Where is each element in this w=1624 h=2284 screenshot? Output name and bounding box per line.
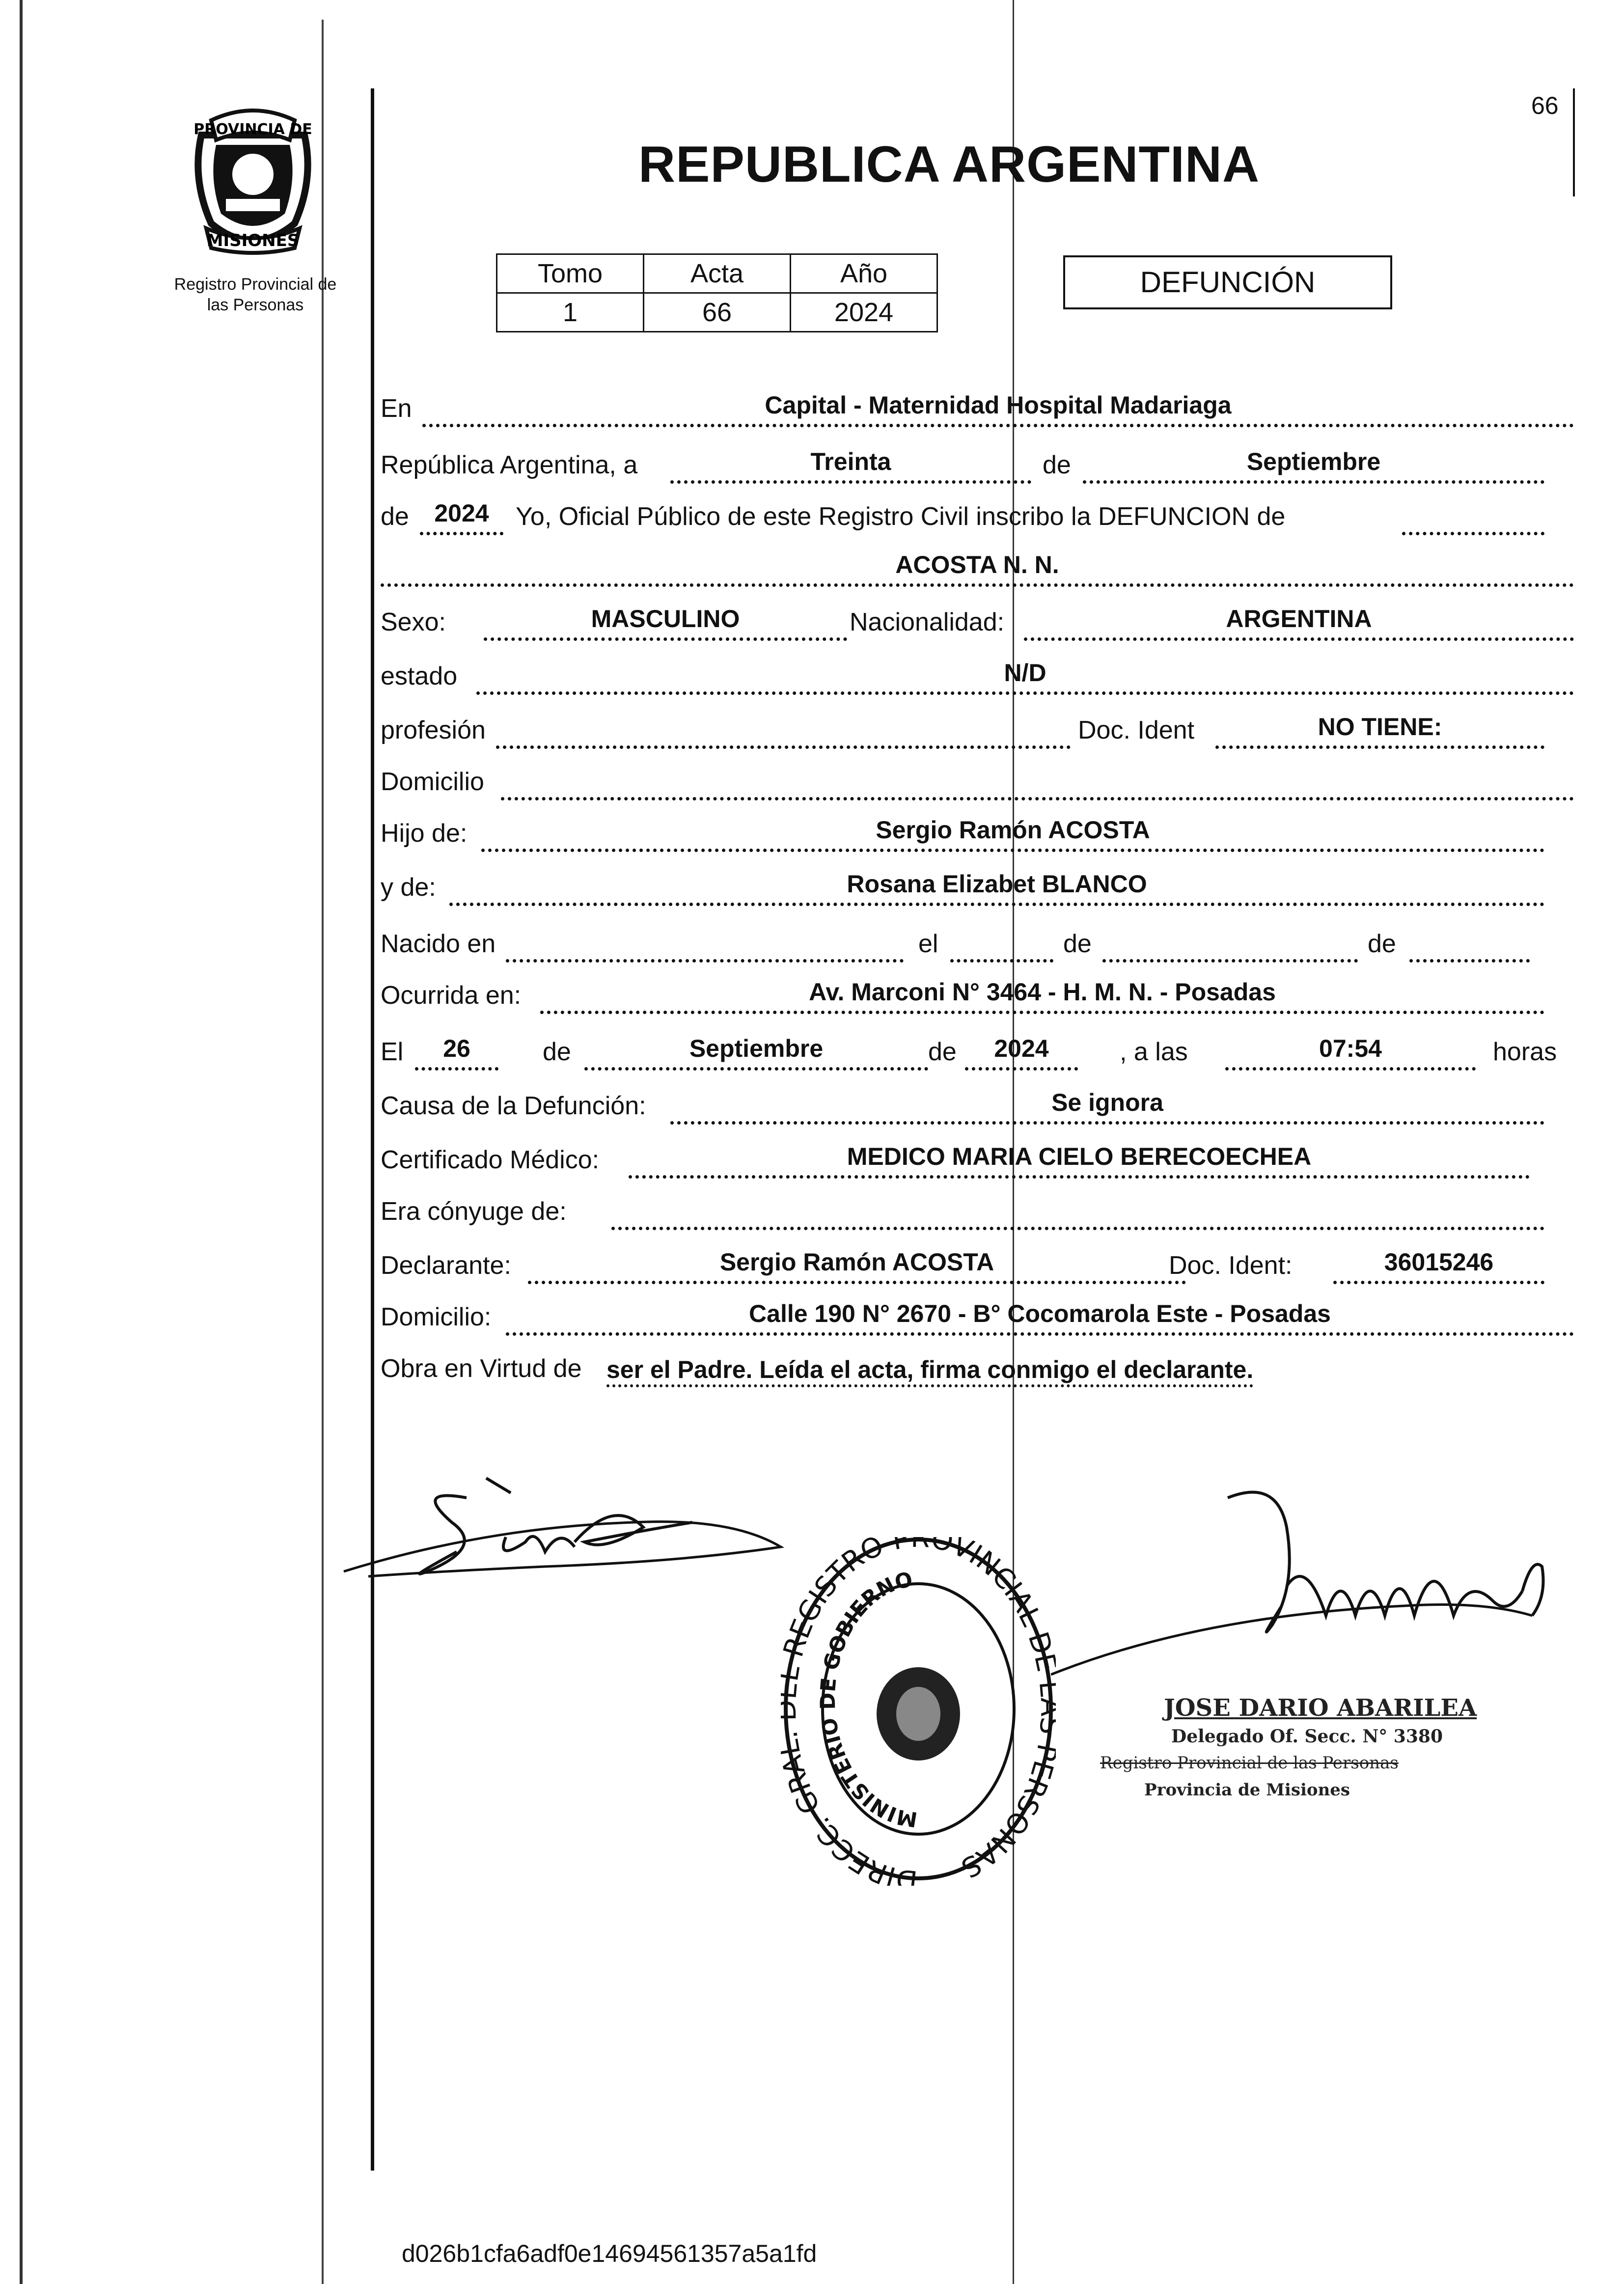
right-margin-line [1573,88,1575,196]
official-stamp [781,1537,1056,1886]
row-certificado [381,1129,1530,1179]
nacido-dia [950,925,1053,963]
a-las-label: , a las [1120,1038,1188,1066]
svg-text:MISIONES: MISIONES [206,231,300,250]
row-fecha [381,435,1544,484]
death-day: 26 [415,1033,498,1071]
province-crest [182,101,324,258]
page-number: 66 [1531,92,1559,119]
domicilio-value [501,763,1574,800]
el-label: El [381,1038,404,1066]
official-line3: Registro Provincial de las Personas [1100,1753,1399,1773]
madre-value: Rosana Elizabet BLANCO [449,868,1544,906]
de-label: de [1043,451,1071,479]
official-line4: Provincia de Misiones [1144,1780,1350,1800]
acta-header: Acta [644,254,791,293]
day-value: Treinta [670,446,1031,484]
causa-value: Se ignora [670,1087,1544,1125]
domicilio2-value: Calle 190 N° 2670 - B° Cocomarola Este - Posadas [506,1298,1574,1336]
nacido-el-label: el [918,930,938,958]
tomo-value: 1 [497,293,644,332]
svg-text:MINISTERIO DE GOBIERNO: MINISTERIO DE GOBIERNO [815,1567,919,1832]
yde-label: y de: [381,873,436,902]
binding-line [322,20,324,2284]
row-causa [381,1075,1544,1125]
registry-table [496,253,938,332]
conyuge-value [611,1192,1544,1230]
official-name: JOSE DARIO ABARILEA [1164,1694,1477,1722]
obra-value: ser el Padre. Leída el acta, firma conmigo el declarante. [606,1355,1253,1387]
padre-value: Sergio Ramón ACOSTA [481,814,1544,852]
estado-label: estado [381,662,458,690]
row-en [381,378,1574,427]
causa-label: Causa de la Defunción: [381,1092,646,1120]
row-fecha-deceso [381,1021,1574,1071]
sexo-value: MASCULINO [484,603,847,641]
row-hijo [381,803,1544,852]
left-margin-line [20,0,23,2284]
nacido-de1-label: de [1063,930,1092,958]
death-month: Septiembre [584,1033,928,1071]
doc-label: Doc. Ident [1078,716,1195,744]
republica-label: República Argentina, a [381,451,638,479]
en-label: En [381,394,412,423]
document-title: REPUBLICA ARGENTINA [638,136,1260,193]
nacido-lugar [506,925,904,963]
svg-text:PROVINCIA DE: PROVINCIA DE [193,121,312,138]
obra-label: Obra en Virtud de [381,1354,582,1383]
official-blank [1402,497,1544,535]
row-nacido [381,913,1530,963]
nacionalidad-label: Nacionalidad: [850,608,1005,636]
death-de1-label: de [543,1038,571,1066]
tomo-header: Tomo [497,254,644,293]
anio-value: 2024 [791,293,937,332]
record-type-box: DEFUNCIÓN [1063,255,1392,309]
row-obra [381,1338,1574,1387]
hijo-label: Hijo de: [381,819,468,848]
form-left-border [371,88,374,2171]
nacido-de2-label: de [1368,930,1396,958]
year-prefix: de [381,502,409,531]
domicilio-label: Domicilio [381,768,484,796]
crest-label: Registro Provincial de las Personas [174,275,337,314]
row-madre [381,857,1544,906]
death-time: 07:54 [1225,1033,1476,1071]
anio-header: Año [791,254,937,293]
deceased-name: ACOSTA N. N. [381,549,1574,587]
nacido-anio [1409,925,1530,963]
death-de2-label: de [928,1038,957,1066]
nacido-mes [1102,925,1358,963]
row-domicilio2 [381,1287,1574,1336]
official-text: Yo, Oficial Público de este Registro Civil inscribo la DEFUNCION de [516,502,1286,531]
horas-label: horas [1493,1038,1557,1066]
conyuge-label: Era cónyuge de: [381,1197,567,1226]
estado-value: N/D [476,657,1574,695]
nacionalidad-value: ARGENTINA [1024,603,1574,641]
row-estado [381,646,1574,695]
profesion-value [496,711,1071,749]
year-value: 2024 [420,497,503,535]
declarante-doc-value: 36015246 [1333,1246,1544,1284]
declarant-signature [339,1468,810,1596]
acta-value: 66 [644,293,791,332]
row-declarante [381,1235,1544,1284]
en-value: Capital - Maternidad Hospital Madariaga [422,389,1574,427]
certificado-label: Certificado Médico: [381,1146,600,1174]
nacido-label: Nacido en [381,930,496,958]
sexo-label: Sexo: [381,608,446,636]
row-anio [381,486,1544,535]
document-hash: d026b1cfa6adf0e14694561357a5a1fd [402,2240,817,2267]
row-domicilio [381,751,1574,800]
ocurrida-label: Ocurrida en: [381,981,522,1010]
profesion-label: profesión [381,716,486,744]
row-ocurrida [381,965,1544,1014]
row-nombre [381,538,1574,587]
row-conyuge [381,1181,1544,1230]
row-profesion [381,700,1544,749]
death-year: 2024 [965,1033,1078,1071]
declarante-value: Sergio Ramón ACOSTA [528,1246,1186,1284]
certificado-value: MEDICO MARIA CIELO BERECOECHEA [629,1141,1530,1179]
row-sexo [381,592,1574,641]
declarante-label: Declarante: [381,1251,511,1280]
svg-text:DIRECC. GRAL. DEL REGISTRO PRO: DIRECC. GR REGISTRO PROVINCIAL D RSONAS [781,1537,1056,1886]
doc-value: NO TIENE: [1215,711,1544,749]
month-value: Septiembre [1083,446,1544,484]
ocurrida-value: Av. Marconi N° 3464 - H. M. N. - Posadas [540,976,1544,1014]
official-line2: Delegado Of. Secc. N° 3380 [1171,1726,1443,1747]
declarante-doc-label: Doc. Ident: [1169,1251,1293,1280]
domicilio2-label: Domicilio: [381,1303,492,1331]
